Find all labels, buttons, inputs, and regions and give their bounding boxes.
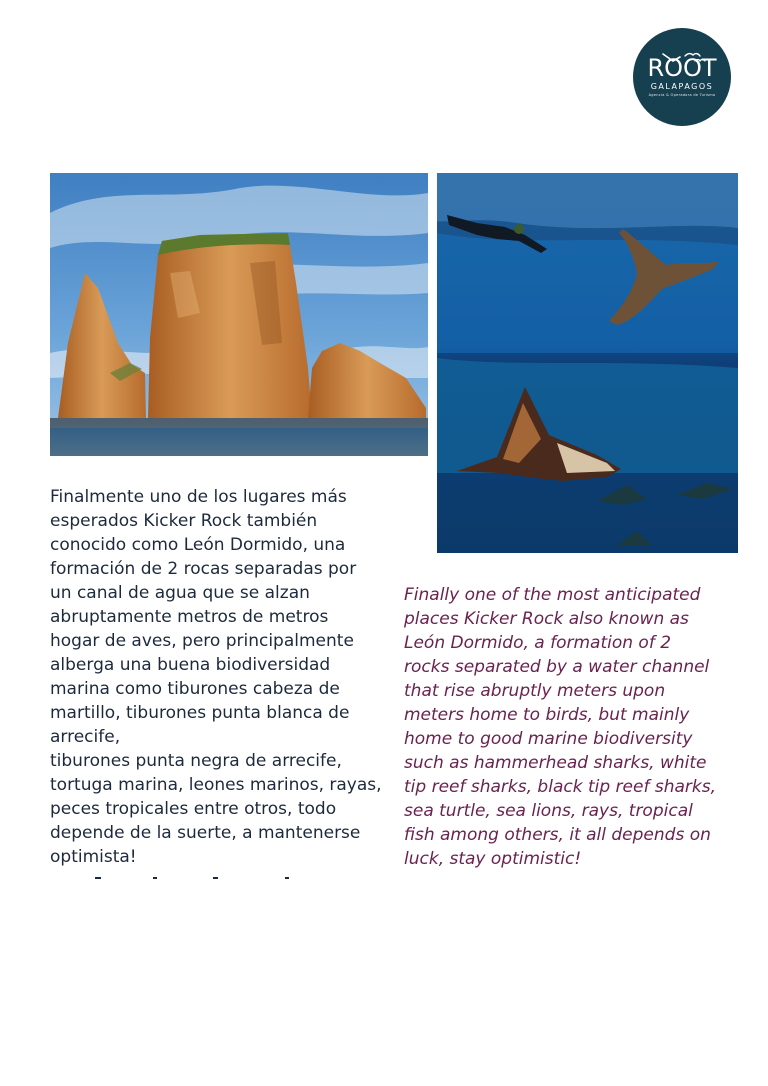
description-english: Finally one of the most anticipated places Kicker Rock also known as León Dormido, a formation of 2 rocks separated by a water channel that rise abruptly meters upon meters home to birds, but mainly home to good marine biodiversity such as hammerhead sharks, white tip reef sharks, black tip reef sharks, sea turtle, sea lions, rays, tropical fish among others, it all depends on luck, stay optimistic! xyxy=(404,585,716,869)
logo-name: ROOT xyxy=(647,54,717,82)
kicker-rock-photo xyxy=(50,173,428,456)
underwater-photo xyxy=(437,173,738,553)
description-spanish: Finalmente uno de los lugares más esperados Kicker Rock también conocido como León Dormido, una formación de 2 rocas separadas por un canal de agua que se alzan abruptamente metros de metros hogar de aves, pero principalmente alberga una buena biodiversidad marina como tiburones cabeza de martillo, tiburones punta blanca de arrecife, tiburones punta negra de arrecife, tortuga marina, leones marinos, rayas, peces tropicales entre otros, todo depende de la suerte, a mantenerse optimista! xyxy=(50,487,382,867)
cut-off-text-line xyxy=(95,876,305,880)
logo-tagline: Agencia & Operadora de Turismo xyxy=(648,93,716,97)
logo-sub: GALAPAGOS xyxy=(650,82,714,91)
root-galapagos-logo xyxy=(633,28,731,126)
